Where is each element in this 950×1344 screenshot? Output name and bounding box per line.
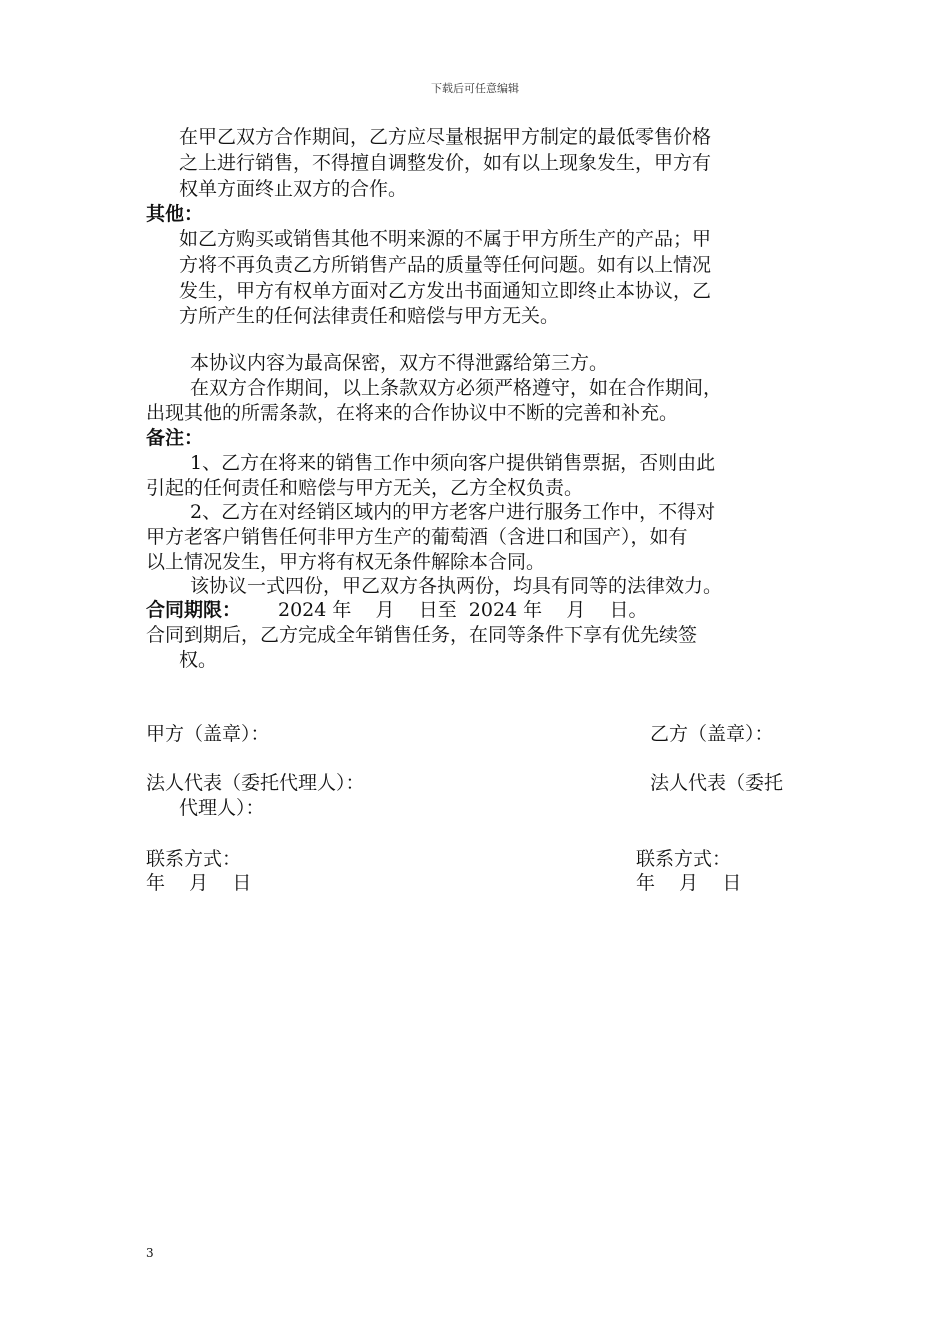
page-header: 下载后可任意编辑 xyxy=(431,82,519,95)
renewal-clause-line: 合同到期后，乙方完成全年销售任务，在同等条件下享有优先续签 xyxy=(146,624,698,646)
party-b-date: 年 月 日 xyxy=(636,872,742,894)
compliance-clause-line: 在双方合作期间，以上条款双方必须严格遵守，如在合作期间， xyxy=(190,377,723,399)
note-2-line: 以上情况发生，甲方将有权无条件解除本合同。 xyxy=(146,551,546,573)
party-a-contact: 联系方式： xyxy=(146,848,242,870)
page-number: 3 xyxy=(146,1246,154,1260)
party-b-contact: 联系方式： xyxy=(636,848,732,870)
party-b-representative: 法人代表（委托 xyxy=(650,772,784,794)
clause-price-line: 在甲乙双方合作期间，乙方应尽量根据甲方制定的最低零售价格 xyxy=(179,126,712,148)
note-2-line: 甲方老客户销售任何非甲方生产的葡萄酒（含进口和国产），如有 xyxy=(146,526,688,548)
term-value: 2024 年 月 日至 2024 年 月 日。 xyxy=(278,599,648,621)
term-label: 合同期限： xyxy=(146,599,242,621)
copies-clause: 该协议一式四份，甲乙双方各执两份，均具有同等的法律效力。 xyxy=(190,575,723,597)
party-a-date: 年 月 日 xyxy=(146,872,252,894)
confidentiality-clause: 本协议内容为最高保密，双方不得泄露给第三方。 xyxy=(190,352,609,374)
renewal-clause-line: 权。 xyxy=(179,649,218,671)
clause-other-line: 方所产生的任何法律责任和赔偿与甲方无关。 xyxy=(179,305,560,327)
compliance-clause-line: 出现其他的所需条款，在将来的合作协议中不断的完善和补充。 xyxy=(146,402,679,424)
notes-heading: 备注： xyxy=(146,427,204,449)
clause-other-line: 如乙方购买或销售其他不明来源的不属于甲方所生产的产品；甲 xyxy=(179,228,712,250)
other-heading: 其他： xyxy=(146,203,204,225)
clause-price-line: 权单方面终止双方的合作。 xyxy=(179,178,408,200)
note-1-line: 引起的任何责任和赔偿与甲方无关，乙方全权负责。 xyxy=(146,477,584,499)
clause-price-line: 之上进行销售，不得擅自调整发价，如有以上现象发生，甲方有 xyxy=(179,152,712,174)
clause-other-line: 发生，甲方有权单方面对乙方发出书面通知立即终止本协议，乙 xyxy=(179,280,712,302)
party-a-seal: 甲方（盖章）： xyxy=(146,723,270,745)
party-b-representative-cont: 代理人）： xyxy=(179,797,265,819)
note-1-line: 1、乙方在将来的销售工作中须向客户提供销售票据，否则由此 xyxy=(190,452,716,474)
party-b-seal: 乙方（盖章）： xyxy=(650,723,774,745)
clause-other-line: 方将不再负责乙方所销售产品的质量等任何问题。如有以上情况 xyxy=(179,254,712,276)
party-a-representative: 法人代表（委托代理人）： xyxy=(146,772,365,794)
note-2-line: 2、乙方在对经销区域内的甲方老客户进行服务工作中，不得对 xyxy=(190,501,716,523)
